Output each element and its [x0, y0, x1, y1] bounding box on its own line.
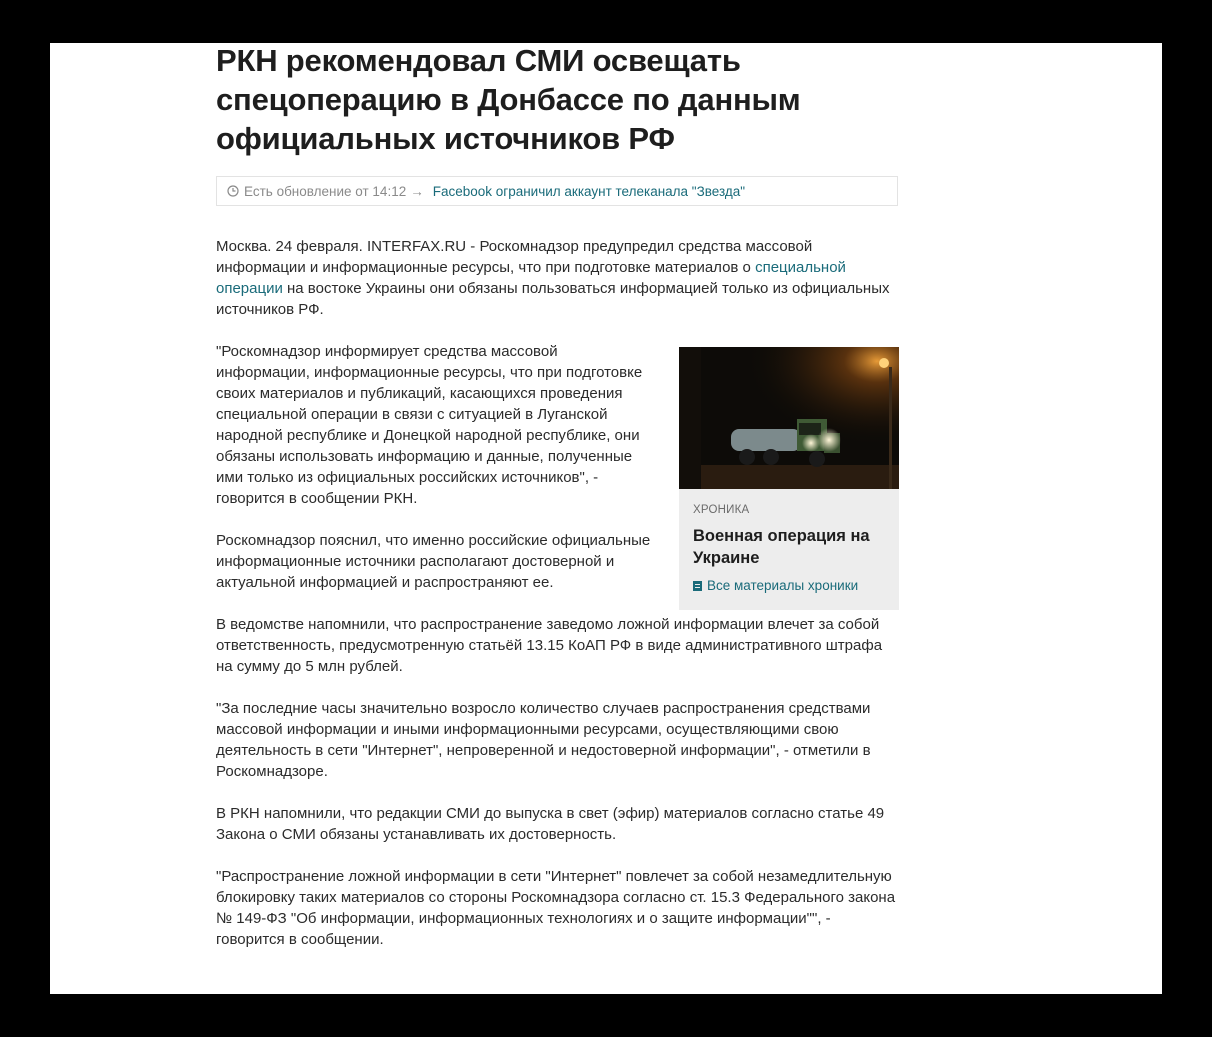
page: [50, 43, 1162, 994]
clock-icon: [227, 185, 239, 197]
article-title: РКН рекомендовал СМИ освещать спецоперацию в Донбассе по данным официальных источников РФ: [216, 43, 801, 156]
update-link[interactable]: Facebook ограничил аккаунт телеканала "Звезда": [432, 183, 746, 199]
all-chronicle-label: Все материалы хроники: [707, 578, 859, 593]
paragraph-text: Москва. 24 февраля. INTERFAX.RU - Роскомнадзор предупредил средства массовой информации и информационные ресурсы, что при подготовке материалов о: [216, 238, 813, 276]
chronicle-title[interactable]: Военная операция на Украине: [693, 527, 870, 567]
chronicle-card[interactable]: [679, 347, 899, 610]
update-text: Есть обновление от 14:12: [244, 183, 407, 199]
paragraph: "Распространение ложной информации в сети "Интернет" повлечет за собой незамедлительную блокировку таких материалов со стороны Роскомнадзора согласно ст. 15.3 Федерального закона № 149-ФЗ "Об информации, информационных технологиях и о защите информации"", - говорится в сообщении.: [216, 868, 896, 948]
paragraph: Роскомнадзор пояснил, что именно российские официальные информационные источники располагают достоверной и актуальной информацией и распространяют ее.: [216, 532, 651, 591]
list-icon: [693, 581, 702, 591]
special-operation-link[interactable]: специальной операции: [216, 259, 846, 297]
paragraph: В ведомстве напомнили, что распространение заведомо ложной информации влечет за собой ответственность, предусмотренную статьёй 13.15 КоАП РФ в виде административного штрафа на сумму до 5 млн рублей.: [216, 616, 883, 675]
paragraph: "За последние часы значительно возросло количество случаев распространения средствами массовой информации и иными информационными ресурсами, осуществляющими свою деятельность в сети "Интернет", непроверенной и недостоверной информации", - отметили в Роскомнадзоре.: [216, 700, 871, 780]
update-bar[interactable]: [216, 176, 898, 206]
arrow-right-icon: →: [410, 183, 424, 199]
article: [216, 43, 900, 948]
paragraph: В РКН напомнили, что редакции СМИ до выпуска в свет (эфир) материалов согласно статье 49 Закона о СМИ обязаны устанавливать их достоверность.: [216, 805, 885, 843]
paragraph: "Роскомнадзор информирует средства массовой информации, информационные ресурсы, что при подготовке своих материалов и публикаций, касающихся проведения специальной операции в связи с ситуацией в Луганской народной республике и Донецкой народной республике, они обязаны использовать информацию и данные, полученные ими только из официальных российских источников", - говорится в сообщении РКН.: [216, 343, 643, 507]
all-chronicle-link[interactable]: [693, 578, 858, 593]
paragraph-text: на востоке Украины они обязаны пользоваться информацией только из официальных источников РФ.: [216, 280, 890, 318]
chronicle-kicker: ХРОНИКА: [693, 504, 750, 516]
paragraph: [216, 236, 900, 320]
military-truck-photo[interactable]: [679, 347, 899, 489]
